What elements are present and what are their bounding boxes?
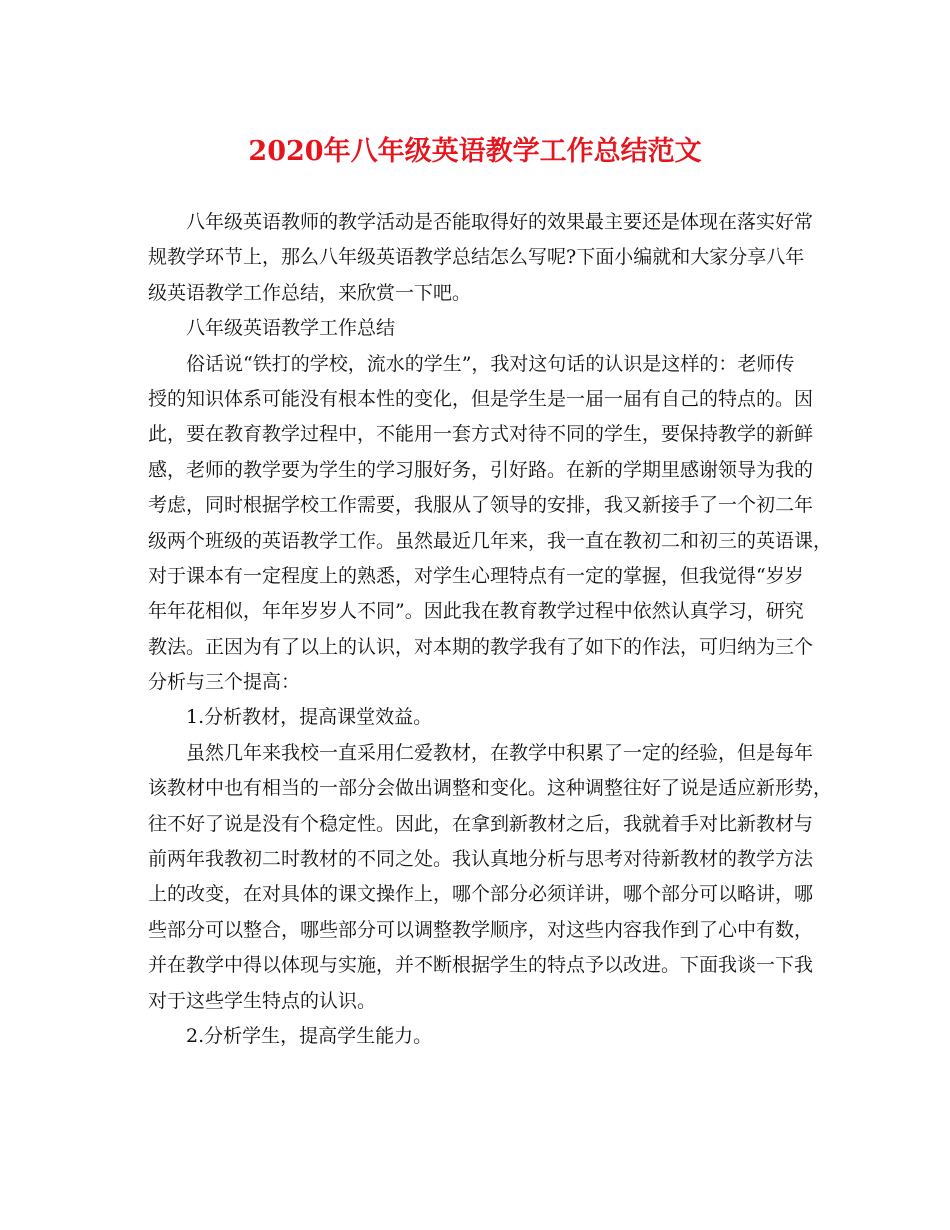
text-line: 虽然几年来我校一直采用仁爱教材，在教学中积累了一定的经验，但是每年 <box>186 741 814 764</box>
text-line: 俗话说“铁打的学校，流水的学生”，我对这句话的认识是这样的：老师传 <box>186 352 795 375</box>
text-line: 分析与三个提高： <box>148 671 301 694</box>
text-line: 些部分可以整合，哪些部分可以调整教学顺序，对这些内容我作到了心中有数， <box>148 918 814 941</box>
text-line: 级英语教学工作总结，来欣赏一下吧。 <box>148 281 472 304</box>
document-title: 2020年八年级英语教学工作总结范文 <box>248 136 702 167</box>
text-line: 并在教学中得以体现与实施，并不断根据学生的特点予以改进。下面我谈一下我 <box>148 954 814 977</box>
text-line: 2.分析学生，提高学生能力。 <box>186 1024 433 1047</box>
text-line: 该教材中也有相当的一部分会做出调整和变化。这种调整往好了说是适应新形势， <box>148 777 833 800</box>
text-line: 八年级英语教师的教学活动是否能取得好的效果最主要还是体现在落实好常 <box>186 211 814 233</box>
text-line: 教法。正因为有了以上的认识，对本期的教学我有了如下的作法，可归纳为三个 <box>148 635 814 658</box>
text-line: 八年级英语教学工作总结 <box>186 317 396 340</box>
text-line: 考虑，同时根据学校工作需要，我服从了领导的安排，我又新接手了一个初二年 <box>148 494 814 517</box>
text-line: 年年花相似，年年岁岁人不同”。因此我在教育教学过程中依然认真学习，研究 <box>148 600 804 623</box>
text-line: 规教学环节上，那么八年级英语教学总结怎么写呢?下面小编就和大家分享八年 <box>148 246 805 269</box>
text-line: 感，老师的教学要为学生的学习服好务，引好路。在新的学期里感谢领导为我的 <box>148 458 814 481</box>
text-line: 往不好了说是没有个稳定性。因此，在拿到新教材之后，我就着手对比新教材与 <box>148 812 814 835</box>
text-line: 上的改变，在对具体的课文操作上，哪个部分必须详讲，哪个部分可以略讲，哪 <box>148 883 814 906</box>
text-line: 级两个班级的英语教学工作。虽然最近几年来，我一直在教初二和初三的英语课， <box>148 529 833 552</box>
text-line: 1.分析教材，提高课堂效益。 <box>186 706 433 729</box>
text-line: 前两年我教初二时教材的不同之处。我认真地分析与思考对待新教材的教学方法 <box>148 848 814 871</box>
text-line: 此，要在教育教学过程中，不能用一套方式对待不同的学生，要保持教学的新鲜 <box>148 423 814 446</box>
text-line: 对于这些学生特点的认识。 <box>148 989 377 1012</box>
text-line: 授的知识体系可能没有根本性的变化，但是学生是一届一届有自己的特点的。因 <box>148 387 814 410</box>
document-body <box>148 205 833 1054</box>
text-line: 对于课本有一定程度上的熟悉，对学生心理特点有一定的掌握，但我觉得“岁岁 <box>148 564 804 587</box>
